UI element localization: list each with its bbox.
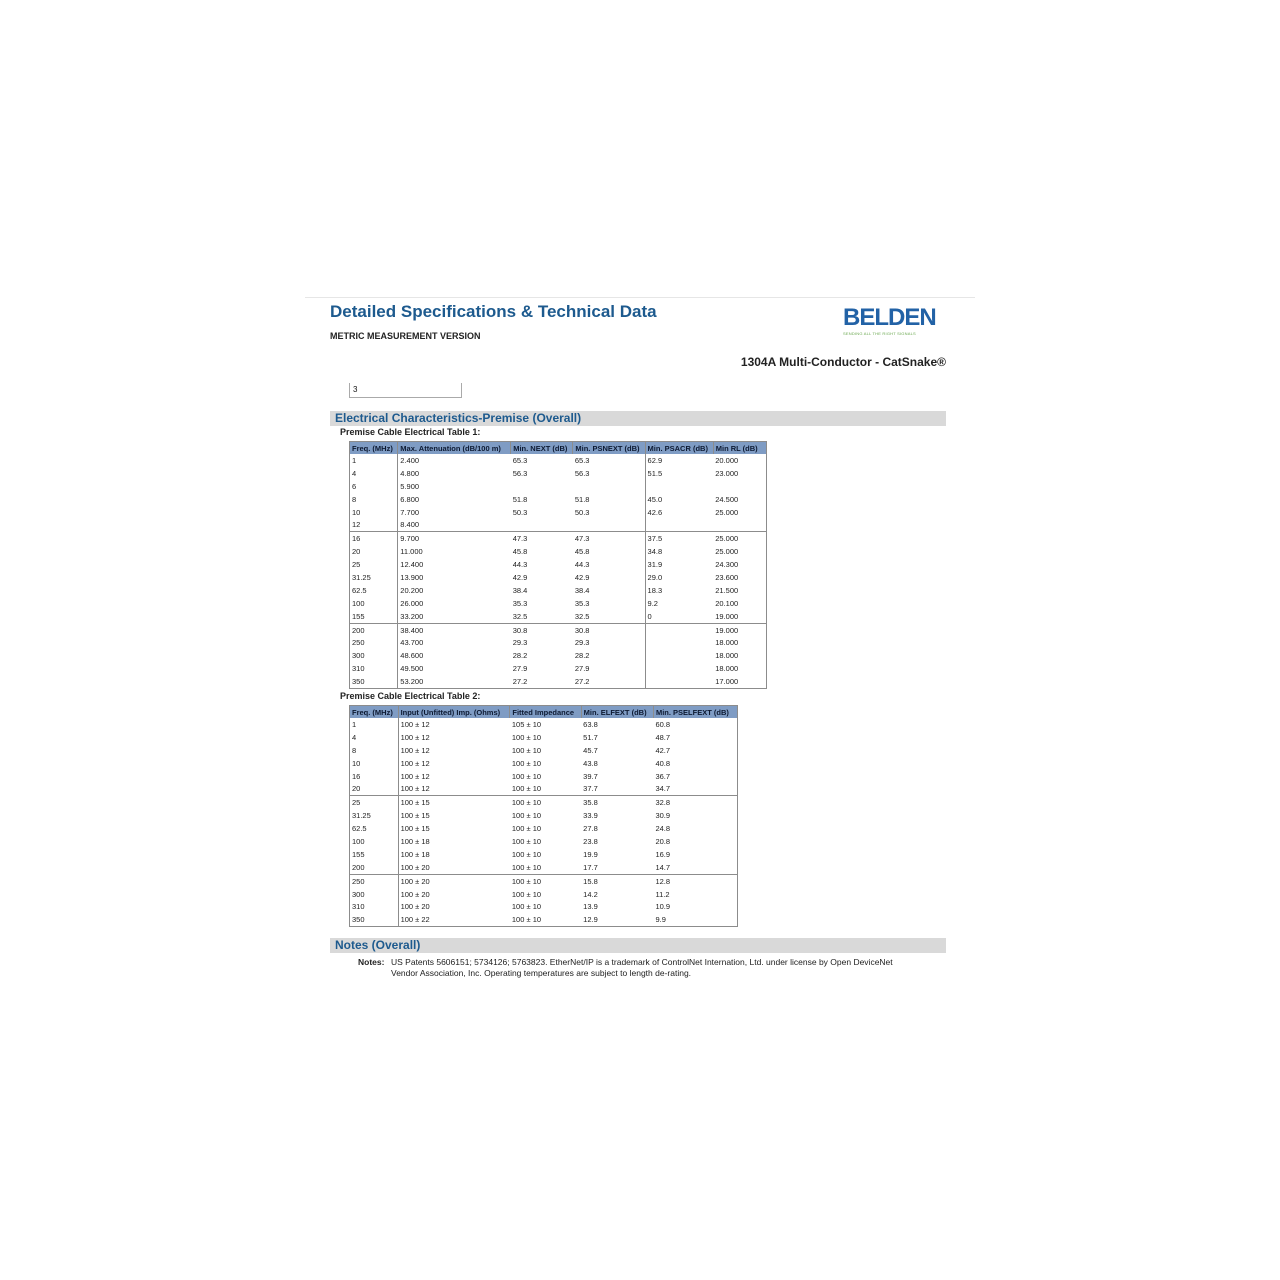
table-cell: 2.400 (400, 455, 420, 465)
table-cell: 49.500 (400, 664, 424, 674)
column-header: Min RL (dB) (713, 442, 766, 455)
table-cell (645, 649, 713, 662)
table-cell: 100 ± 20 (398, 874, 510, 887)
table-cell: 35.3 (573, 597, 645, 610)
belden-logo (843, 304, 936, 336)
table-cell: 16 (350, 532, 398, 545)
table-cell (645, 518, 713, 531)
table-cell: 29.0 (647, 572, 663, 582)
table-cell: 51.5 (647, 468, 663, 478)
electrical-table-2 (349, 705, 738, 927)
table-cell (713, 518, 766, 531)
table-cell: 100 ± 22 (400, 915, 430, 925)
table-cell: 56.3 (573, 467, 645, 480)
table-cell: 20.000 (715, 455, 739, 465)
table-cell: 53.200 (400, 677, 424, 687)
table-cell: 14.2 (583, 889, 598, 899)
table-cell: 100 ± 20 (400, 862, 430, 872)
table-cell: 24.8 (655, 824, 671, 834)
table-row (350, 584, 767, 597)
table-row (350, 731, 738, 744)
table-row (350, 888, 738, 901)
table-cell: 100 ± 12 (400, 719, 430, 729)
table-cell: 33.200 (400, 611, 424, 621)
table-cell: 0 (647, 611, 652, 621)
table-cell: 27.2 (512, 677, 528, 687)
table-cell: 34.7 (655, 784, 671, 794)
section-header-notes (330, 938, 946, 953)
table-cell: 10.9 (655, 902, 671, 912)
header-divider (305, 297, 975, 298)
table-row (350, 662, 767, 675)
table-cell: 51.8 (573, 493, 645, 506)
table-cell: 25.000 (713, 532, 766, 545)
table-cell: 25.000 (715, 547, 739, 557)
table-cell: 8.400 (400, 520, 420, 530)
table-cell: 18.000 (715, 664, 739, 674)
table-cell: 25 (350, 796, 399, 809)
table-cell: 6 (350, 480, 398, 493)
table-cell: 310 (350, 662, 398, 675)
table-cell: 18.000 (715, 651, 739, 661)
table-cell: 100 ± 15 (398, 796, 510, 809)
table-row (350, 809, 738, 822)
table-cell (511, 480, 573, 493)
table-cell: 20.100 (715, 598, 739, 608)
table-cell: 100 ± 15 (400, 811, 430, 821)
table-cell: 36.7 (655, 771, 671, 781)
table-cell: 350 (350, 675, 398, 688)
table-cell: 9.700 (398, 532, 511, 545)
table-cell: 32.8 (653, 796, 737, 809)
table-cell: 45.8 (512, 547, 528, 557)
table-row (350, 636, 767, 649)
table-cell: 24.500 (715, 494, 739, 504)
table-row (350, 861, 738, 874)
table-cell (645, 675, 713, 688)
table-row (350, 545, 767, 558)
table-row (350, 770, 738, 783)
table-cell: 100 ± 10 (511, 889, 542, 899)
table-row (350, 454, 767, 467)
table-cell: 34.8 (647, 547, 663, 557)
column-header: Min. PSACR (dB) (645, 442, 713, 455)
table-row (350, 558, 767, 571)
table-cell: 47.3 (573, 532, 645, 545)
table-cell: 20.200 (400, 585, 424, 595)
table-cell: 44.3 (573, 558, 645, 571)
notes-section-title: Notes (Overall) (335, 938, 421, 952)
table-row (350, 597, 767, 610)
table-cell: 100 ± 10 (510, 796, 581, 809)
table-row (350, 649, 767, 662)
table-cell: 30.8 (511, 623, 573, 636)
table-cell: 200 (350, 861, 399, 874)
table-cell: 1 (350, 454, 398, 467)
column-header: Min. NEXT (dB) (511, 442, 573, 455)
table-cell: 62.5 (350, 584, 398, 597)
table-cell: 100 ± 12 (400, 771, 430, 781)
table-cell: 19.9 (583, 849, 598, 859)
table-cell: 100 ± 10 (511, 732, 542, 742)
table-cell: 350 (350, 913, 399, 926)
table-row (350, 900, 738, 913)
table-cell: 28.2 (512, 651, 528, 661)
table-cell: 63.8 (583, 719, 598, 729)
table-cell: 250 (350, 636, 398, 649)
table-cell: 11.000 (400, 547, 423, 557)
table-cell: 100 ± 18 (400, 836, 430, 846)
table-row (350, 610, 767, 623)
table2-title: Premise Cable Electrical Table 2: (340, 691, 481, 701)
table-cell: 13.900 (400, 572, 424, 582)
table-cell: 100 ± 20 (400, 889, 430, 899)
table-cell: 18.000 (715, 638, 739, 648)
table-cell (645, 480, 713, 493)
table-cell: 56.3 (512, 468, 528, 478)
table-cell: 250 (350, 874, 399, 887)
table-cell: 4 (350, 731, 399, 744)
table-cell: 100 ± 10 (511, 771, 542, 781)
table-cell: 6.800 (400, 494, 420, 504)
table-cell: 20.8 (655, 836, 671, 846)
table-cell: 100 ± 10 (511, 745, 542, 755)
table-cell: 27.2 (573, 675, 645, 688)
table-cell: 100 ± 12 (400, 745, 430, 755)
table-cell: 48.7 (655, 732, 671, 742)
table-cell: 37.5 (645, 532, 713, 545)
table-cell: 100 ± 10 (510, 874, 581, 887)
table-cell: 8 (350, 744, 399, 757)
table-cell: 100 ± 10 (511, 758, 542, 768)
table-row (350, 480, 767, 493)
table-cell: 10 (350, 506, 398, 519)
table-cell: 100 ± 10 (511, 824, 542, 834)
table-cell: 9.9 (655, 915, 666, 925)
section-header-electrical (330, 411, 946, 426)
table-cell: 25 (350, 558, 398, 571)
table-cell: 12.400 (400, 560, 424, 570)
table-cell: 38.4 (512, 585, 528, 595)
table-row (350, 782, 738, 795)
table-cell: 100 ± 12 (400, 758, 430, 768)
table-row (350, 532, 767, 545)
table-cell: 200 (350, 623, 398, 636)
table-cell: 62.5 (350, 822, 399, 835)
table-cell: 38.400 (398, 623, 511, 636)
table-cell: 43.8 (583, 758, 598, 768)
table-cell: 50.3 (512, 507, 528, 517)
column-header: Min. ELFEXT (dB) (581, 706, 653, 719)
table-cell: 42.9 (512, 572, 528, 582)
table-cell: 29.3 (512, 638, 528, 648)
table-cell: 12 (350, 518, 398, 531)
table-cell: 100 ± 10 (511, 902, 542, 912)
value-box: 3 (349, 383, 462, 398)
table-cell: 42.6 (647, 507, 663, 517)
table1-title: Premise Cable Electrical Table 1: (340, 427, 481, 437)
table-cell: 105 ± 10 (511, 719, 542, 729)
table-cell: 45.8 (573, 545, 645, 558)
table-cell: 100 ± 10 (511, 915, 542, 925)
table-cell: 19.000 (713, 623, 766, 636)
table-cell: 100 ± 10 (511, 836, 542, 846)
table-cell: 39.7 (583, 771, 598, 781)
table-cell: 1 (350, 718, 399, 731)
table-cell: 21.500 (715, 585, 739, 595)
table-cell: 24.300 (715, 560, 739, 570)
page-title: Detailed Specifications & Technical Data (330, 302, 657, 321)
table-cell: 31.25 (350, 571, 398, 584)
table-row (350, 757, 738, 770)
table-cell: 7.700 (400, 507, 420, 517)
table-cell: 100 ± 10 (511, 849, 542, 859)
notes-label: Notes: (358, 957, 385, 967)
column-header: Min. PSELFEXT (dB) (653, 706, 737, 719)
table-cell (573, 518, 645, 531)
table-row (350, 506, 767, 519)
table-row (350, 518, 767, 531)
column-header: Freq. (MHz) (350, 442, 398, 455)
table-cell: 4.800 (400, 468, 420, 478)
table-cell: 47.3 (511, 532, 573, 545)
logo-wordmark: BELDEN (843, 304, 936, 331)
table-cell: 65.3 (512, 455, 528, 465)
table-cell (573, 480, 645, 493)
notes-text: US Patents 5606151; 5734126; 5763823. EtherNet/IP is a trademark of ControlNet Internation, Ltd. under license by Open DeviceNet Vendor Association, Inc. Operating temperatures are subject to length de-rating. (391, 957, 893, 978)
table-cell: 30.8 (573, 623, 645, 636)
table-cell: 29.3 (573, 636, 645, 649)
table-cell: 17.000 (715, 677, 739, 687)
table-cell (645, 636, 713, 649)
table-cell: 51.8 (512, 494, 528, 504)
table-cell: 100 ± 10 (511, 811, 542, 821)
table-cell: 62.9 (647, 455, 663, 465)
table-cell: 19.000 (715, 611, 739, 621)
table-cell: 27.8 (583, 824, 598, 834)
table-cell: 42.9 (573, 571, 645, 584)
table-cell: 16 (350, 770, 399, 783)
table-cell: 300 (350, 888, 399, 901)
table-cell: 100 ± 20 (400, 902, 430, 912)
table-cell: 48.600 (400, 651, 424, 661)
product-name: 1304A Multi-Conductor - CatSnake® (740, 355, 946, 369)
table-cell: 35.3 (512, 598, 528, 608)
table-cell: 14.7 (655, 862, 671, 872)
table-cell: 32.5 (512, 611, 528, 621)
table-cell: 15.8 (581, 874, 653, 887)
table-cell: 23.000 (715, 468, 739, 478)
table-cell: 35.8 (581, 796, 653, 809)
table-cell: 100 (350, 835, 399, 848)
table-cell: 38.4 (573, 584, 645, 597)
table-cell: 18.3 (647, 585, 663, 595)
table-cell (511, 518, 573, 531)
table-cell: 60.8 (655, 719, 671, 729)
column-header: Freq. (MHz) (350, 706, 399, 719)
table-row (350, 744, 738, 757)
table-cell: 155 (350, 848, 399, 861)
page-subtitle: METRIC MEASUREMENT VERSION (330, 331, 481, 341)
table-cell: 50.3 (573, 506, 645, 519)
table-cell: 100 ± 10 (511, 862, 542, 872)
table-cell: 100 (350, 597, 398, 610)
table-cell: 26.000 (400, 598, 424, 608)
table-cell: 65.3 (573, 454, 645, 467)
table-row (350, 913, 738, 926)
table-cell: 9.2 (647, 598, 658, 608)
table-cell: 33.9 (583, 811, 598, 821)
table-cell: 310 (350, 900, 399, 913)
table-cell: 4 (350, 467, 398, 480)
table-cell: 43.700 (400, 638, 424, 648)
table-cell: 45.7 (583, 745, 598, 755)
table-cell: 20 (350, 782, 399, 795)
table-row (350, 493, 767, 506)
logo-tagline: SENDING ALL THE RIGHT SIGNALS (843, 331, 916, 336)
table-cell: 27.9 (512, 664, 528, 674)
table-row (350, 822, 738, 835)
column-header: Max. Attenuation (dB/100 m) (398, 442, 511, 455)
column-header: Input (Unfitted) Imp. (Ohms) (398, 706, 510, 719)
table-cell: 13.9 (583, 902, 598, 912)
table-row (350, 467, 767, 480)
table-cell: 100 ± 12 (400, 784, 430, 794)
section-title: Electrical Characteristics-Premise (Overall) (335, 411, 582, 425)
table-cell: 5.900 (400, 481, 420, 491)
table-cell: 12.8 (653, 874, 737, 887)
table-cell: 17.7 (583, 862, 598, 872)
table-cell: 100 ± 15 (400, 824, 430, 834)
table-cell: 51.7 (583, 732, 598, 742)
table-row (350, 848, 738, 861)
table-cell: 100 ± 10 (511, 784, 542, 794)
table-cell (713, 480, 766, 493)
table-row (350, 571, 767, 584)
table-cell: 12.9 (583, 915, 598, 925)
table-cell: 45.0 (647, 494, 663, 504)
table-row (350, 675, 767, 688)
table-cell: 27.9 (573, 662, 645, 675)
electrical-table-1 (349, 441, 767, 689)
table-cell: 31.25 (350, 809, 399, 822)
table-cell: 155 (350, 610, 398, 623)
table-cell (645, 623, 713, 636)
table-row (350, 835, 738, 848)
table-cell: 20 (350, 545, 398, 558)
table-cell: 32.5 (573, 610, 645, 623)
table-cell (645, 662, 713, 675)
table-cell: 11.2 (655, 889, 670, 899)
table-cell: 16.9 (655, 849, 671, 859)
table-cell: 42.7 (655, 745, 671, 755)
table-cell: 37.7 (583, 784, 598, 794)
table-cell: 300 (350, 649, 398, 662)
table-cell: 31.9 (647, 560, 663, 570)
table-cell: 23.600 (715, 572, 739, 582)
column-header: Fitted Impedance (510, 706, 581, 719)
table-cell: 100 ± 18 (400, 849, 430, 859)
table-row (350, 874, 738, 887)
table-cell: 28.2 (573, 649, 645, 662)
table-cell: 40.8 (655, 758, 671, 768)
table-row (350, 623, 767, 636)
table-cell: 23.8 (583, 836, 598, 846)
table-cell: 44.3 (512, 560, 528, 570)
column-header: Min. PSNEXT (dB) (573, 442, 645, 455)
table-cell: 10 (350, 757, 399, 770)
table-cell: 30.9 (655, 811, 671, 821)
table-row (350, 796, 738, 809)
table-cell: 25.000 (715, 507, 739, 517)
table-cell: 100 ± 12 (400, 732, 430, 742)
table-cell: 8 (350, 493, 398, 506)
table-row (350, 718, 738, 731)
